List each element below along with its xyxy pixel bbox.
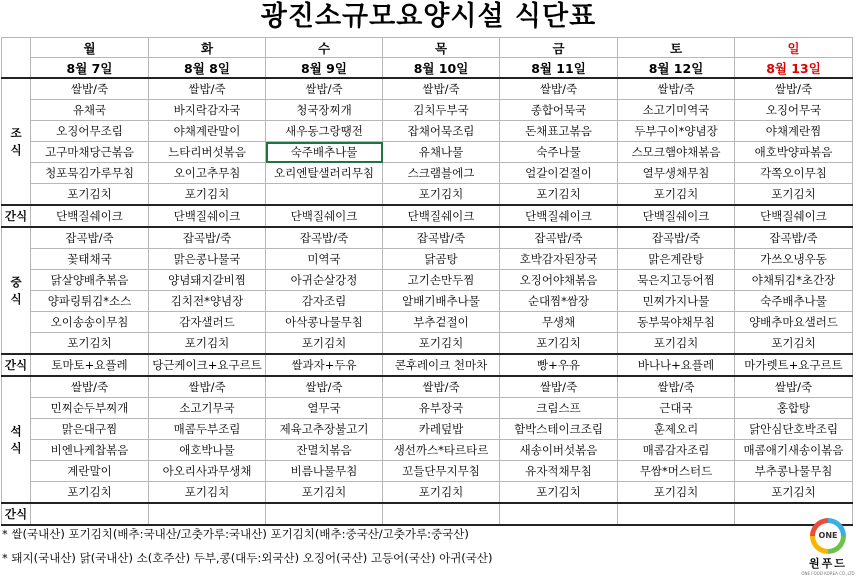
breakfast-item[interactable]: 소고기미역국	[618, 100, 735, 121]
lunch-item[interactable]: 맑은콩나물국	[149, 249, 266, 270]
dinner-item[interactable]: 쌀밥/죽	[149, 376, 266, 398]
lunch-item[interactable]: 양배추마요샐러드	[735, 312, 853, 333]
dinner-item[interactable]: 포기김치	[149, 482, 266, 504]
breakfast-item[interactable]: 돈채표고볶음	[500, 121, 618, 142]
dinner-item[interactable]: 포기김치	[618, 482, 735, 504]
breakfast-item[interactable]: 두부구이*양념장	[618, 121, 735, 142]
dinner-item[interactable]: 제육고추장불고기	[266, 419, 383, 440]
date-header: 8월 11일	[500, 58, 618, 79]
dinner-item[interactable]: 생선까스*타르타르	[383, 440, 500, 461]
dinner-item[interactable]: 새송이버섯볶음	[500, 440, 618, 461]
lunch-item[interactable]: 고기손만두찜	[383, 270, 500, 291]
breakfast-label: 조 식	[2, 78, 31, 205]
afternoon-snack-item[interactable]: 빵+우유	[500, 354, 618, 376]
breakfast-item[interactable]: 포기김치	[618, 184, 735, 206]
lunch-item[interactable]: 잡곡밥/죽	[735, 227, 853, 249]
origin-notes	[2, 522, 493, 570]
date-header: 8월 13일	[735, 58, 853, 79]
lunch-item[interactable]: 양파링튀김*소스	[31, 291, 149, 312]
afternoon-snack-item[interactable]: 쌀과자+두유	[266, 354, 383, 376]
afternoon-snack-label: 간식	[2, 354, 31, 376]
lunch-item[interactable]: 닭곰탕	[383, 249, 500, 270]
dinner-item[interactable]: 열무국	[266, 398, 383, 419]
dinner-item[interactable]: 쌀밥/죽	[31, 376, 149, 398]
breakfast-item[interactable]: 각쪽오이무침	[735, 163, 853, 184]
breakfast-item[interactable]: 스모크햄야채볶음	[618, 142, 735, 163]
breakfast-item[interactable]: 고구마채당근볶음	[31, 142, 149, 163]
menu-table	[1, 37, 853, 526]
date-header: 8월 8일	[149, 58, 266, 79]
lunch-item[interactable]: 양념돼지갈비찜	[149, 270, 266, 291]
dinner-item[interactable]: 무쌈*머스터드	[618, 461, 735, 482]
origin-note-2: * 돼지(국내산) 닭(국내산) 소(호주산) 두부,콩(대두:외국산) 오징어(국산) 고등어(국산) 아귀(국산)	[2, 551, 493, 565]
breakfast-item[interactable]: 쌀밥/죽	[31, 78, 149, 100]
breakfast-item[interactable]: 오이고추무침	[149, 163, 266, 184]
day-header: 화	[149, 38, 266, 58]
lunch-item[interactable]: 알배기배추나물	[383, 291, 500, 312]
afternoon-snack-item[interactable]: 당근케이크+요구르트	[149, 354, 266, 376]
evening-snack-label: 간식	[2, 503, 31, 525]
dinner-item[interactable]: 포기김치	[500, 482, 618, 504]
breakfast-item[interactable]: 유채국	[31, 100, 149, 121]
breakfast-item[interactable]: 포기김치	[383, 184, 500, 206]
breakfast-item[interactable]: 포기김치	[735, 184, 853, 206]
lunch-item[interactable]: 동부묵야채무침	[618, 312, 735, 333]
breakfast-item[interactable]	[266, 184, 383, 206]
company-logo: ONE 원푸드 ONE FOOD KOREA CO.,LTD	[800, 518, 856, 574]
breakfast-item[interactable]: 얼갈이겉절이	[500, 163, 618, 184]
dinner-item[interactable]: 닭안심단호박조림	[735, 419, 853, 440]
lunch-item[interactable]: 잡곡밥/죽	[149, 227, 266, 249]
dinner-label: 석 식	[2, 376, 31, 503]
morning-snack-item[interactable]: 단백질쉐이크	[31, 205, 149, 227]
breakfast-item[interactable]: 느타리버섯볶음	[149, 142, 266, 163]
dinner-item[interactable]: 애호박나물	[149, 440, 266, 461]
lunch-item[interactable]: 닭살양배추볶음	[31, 270, 149, 291]
dinner-item[interactable]: 매콤두부조림	[149, 419, 266, 440]
breakfast-item[interactable]: 쌀밥/죽	[500, 78, 618, 100]
lunch-item[interactable]: 순대찜*쌈장	[500, 291, 618, 312]
lunch-item[interactable]: 부추겉절이	[383, 312, 500, 333]
breakfast-item[interactable]: 청포묵김가루무침	[31, 163, 149, 184]
lunch-item[interactable]: 가쓰오냉우동	[735, 249, 853, 270]
dinner-item[interactable]: 훈제오리	[618, 419, 735, 440]
origin-note-1: * 쌀(국내산) 포기김치(배추:국내산/고춧가루:국내산) 포기김치(배추:중국산/고춧가루:중국산)	[2, 527, 469, 541]
breakfast-item[interactable]: 잡채어묵조림	[383, 121, 500, 142]
date-header: 8월 12일	[618, 58, 735, 79]
lunch-item[interactable]: 오징어야채볶음	[500, 270, 618, 291]
dinner-item[interactable]: 포기김치	[383, 482, 500, 504]
day-header: 일	[735, 38, 853, 58]
dinner-item[interactable]: 포기김치	[31, 482, 149, 504]
morning-snack-item[interactable]: 단백질쉐이크	[149, 205, 266, 227]
page-title: 광진소규모요양시설 식단표	[260, 1, 597, 32]
breakfast-item[interactable]: 포기김치	[149, 184, 266, 206]
breakfast-item[interactable]: 오징어무국	[735, 100, 853, 121]
morning-snack-item[interactable]: 단백질쉐이크	[618, 205, 735, 227]
dinner-item[interactable]: 쌀밥/죽	[735, 376, 853, 398]
dinner-item[interactable]: 매콤감자조림	[618, 440, 735, 461]
lunch-item[interactable]: 포기김치	[149, 333, 266, 355]
afternoon-snack-item[interactable]: 토마토+요플레	[31, 354, 149, 376]
breakfast-item[interactable]: 청국장찌개	[266, 100, 383, 121]
breakfast-item[interactable]: 숙주나물	[500, 142, 618, 163]
lunch-item[interactable]: 야채튀김*초간장	[735, 270, 853, 291]
breakfast-item[interactable]: 야채계란찜	[735, 121, 853, 142]
dinner-item[interactable]: 소고기무국	[149, 398, 266, 419]
breakfast-item[interactable]: 오징어무조림	[31, 121, 149, 142]
breakfast-item[interactable]: 포기김치	[31, 184, 149, 206]
dinner-item[interactable]: 비름나물무침	[266, 461, 383, 482]
afternoon-snack-item[interactable]: 바나나+요플레	[618, 354, 735, 376]
day-header: 토	[618, 38, 735, 58]
day-header: 수	[266, 38, 383, 58]
morning-snack-item[interactable]: 단백질쉐이크	[266, 205, 383, 227]
dinner-item[interactable]: 잔멸치볶음	[266, 440, 383, 461]
morning-snack-item[interactable]: 단백질쉐이크	[383, 205, 500, 227]
date-header: 8월 10일	[383, 58, 500, 79]
morning-snack-label: 간식	[2, 205, 31, 227]
breakfast-item[interactable]: 쌀밥/죽	[383, 78, 500, 100]
afternoon-snack-item[interactable]: 콘후레이크 천마차	[383, 354, 500, 376]
lunch-item[interactable]: 잡곡밥/죽	[500, 227, 618, 249]
dinner-item[interactable]: 계란말이	[31, 461, 149, 482]
lunch-item[interactable]: 맑은계란탕	[618, 249, 735, 270]
breakfast-item[interactable]: 쌀밥/죽	[266, 78, 383, 100]
evening-snack-item[interactable]	[500, 503, 618, 525]
dinner-item[interactable]: 쌀밥/죽	[618, 376, 735, 398]
date-header: 8월 7일	[31, 58, 149, 79]
dinner-item[interactable]: 민찌순두부찌개	[31, 398, 149, 419]
lunch-label: 중 식	[2, 227, 31, 354]
breakfast-item[interactable]: 쌀밥/죽	[149, 78, 266, 100]
lunch-item[interactable]: 포기김치	[618, 333, 735, 355]
day-header: 금	[500, 38, 618, 58]
dinner-item[interactable]: 비엔나케찹볶음	[31, 440, 149, 461]
dinner-item[interactable]: 포기김치	[266, 482, 383, 504]
lunch-item[interactable]: 잡곡밥/죽	[266, 227, 383, 249]
dinner-item[interactable]: 쌀밥/죽	[383, 376, 500, 398]
dinner-item[interactable]: 함박스테이크조림	[500, 419, 618, 440]
lunch-item[interactable]: 포기김치	[383, 333, 500, 355]
dinner-item[interactable]: 쌀밥/죽	[266, 376, 383, 398]
dinner-item[interactable]: 카레덮밥	[383, 419, 500, 440]
breakfast-item[interactable]: 애호박양파볶음	[735, 142, 853, 163]
logo-ring-icon: ONE	[810, 518, 846, 554]
lunch-item[interactable]: 아삭콩나물무침	[266, 312, 383, 333]
lunch-item[interactable]: 무생채	[500, 312, 618, 333]
afternoon-snack-item[interactable]: 마가렛트+요구르트	[735, 354, 853, 376]
date-header: 8월 9일	[266, 58, 383, 79]
breakfast-item[interactable]: 쌀밥/죽	[618, 78, 735, 100]
lunch-item[interactable]: 묵은지고등어찜	[618, 270, 735, 291]
breakfast-item[interactable]: 쌀밥/죽	[735, 78, 853, 100]
lunch-item[interactable]: 숙주배추나물	[735, 291, 853, 312]
day-header: 목	[383, 38, 500, 58]
breakfast-item[interactable]: 바지락감자국	[149, 100, 266, 121]
morning-snack-item[interactable]: 단백질쉐이크	[735, 205, 853, 227]
lunch-item[interactable]: 김치전*양념장	[149, 291, 266, 312]
lunch-item[interactable]: 호박감자된장국	[500, 249, 618, 270]
lunch-item[interactable]: 잡곡밥/죽	[618, 227, 735, 249]
dinner-item[interactable]: 홍합탕	[735, 398, 853, 419]
breakfast-item[interactable]: 포기김치	[500, 184, 618, 206]
dinner-item[interactable]: 쌀밥/죽	[500, 376, 618, 398]
dinner-item[interactable]: 맑은대구찜	[31, 419, 149, 440]
dinner-item[interactable]: 유자적채무침	[500, 461, 618, 482]
lunch-item[interactable]: 포기김치	[500, 333, 618, 355]
lunch-item[interactable]: 아귀순살강정	[266, 270, 383, 291]
lunch-item[interactable]: 포기김치	[735, 333, 853, 355]
morning-snack-item[interactable]: 단백질쉐이크	[500, 205, 618, 227]
dinner-item[interactable]: 포기김치	[735, 482, 853, 504]
breakfast-item[interactable]: 종합어묵국	[500, 100, 618, 121]
breakfast-item[interactable]: 숙주배추나물	[266, 142, 383, 163]
lunch-item[interactable]: 꽃태채국	[31, 249, 149, 270]
dinner-item[interactable]: 매콤애기새송이볶음	[735, 440, 853, 461]
breakfast-item[interactable]: 오리엔탈샐러리무침	[266, 163, 383, 184]
breakfast-item[interactable]: 유채나물	[383, 142, 500, 163]
lunch-item[interactable]: 포기김치	[31, 333, 149, 355]
dinner-item[interactable]: 꼬들단무지무침	[383, 461, 500, 482]
lunch-item[interactable]: 민찌가지나물	[618, 291, 735, 312]
lunch-item[interactable]: 포기김치	[266, 333, 383, 355]
evening-snack-item[interactable]	[618, 503, 735, 525]
lunch-item[interactable]: 잡곡밥/죽	[383, 227, 500, 249]
dinner-item[interactable]: 크림스프	[500, 398, 618, 419]
dinner-item[interactable]: 부추콩나물무침	[735, 461, 853, 482]
lunch-item[interactable]: 오이송송이무침	[31, 312, 149, 333]
day-header: 월	[31, 38, 149, 58]
lunch-item[interactable]: 잡곡밥/죽	[31, 227, 149, 249]
dinner-item[interactable]: 유부장국	[383, 398, 500, 419]
breakfast-item[interactable]: 스크램블에그	[383, 163, 500, 184]
lunch-item[interactable]: 미역국	[266, 249, 383, 270]
breakfast-item[interactable]: 새우동그랑땡전	[266, 121, 383, 142]
lunch-item[interactable]: 감자샐러드	[149, 312, 266, 333]
corner-cell	[2, 38, 31, 79]
dinner-item[interactable]: 아오리사과무생채	[149, 461, 266, 482]
breakfast-item[interactable]: 야채계란말이	[149, 121, 266, 142]
breakfast-item[interactable]: 김치두부국	[383, 100, 500, 121]
breakfast-item[interactable]: 열무생채무침	[618, 163, 735, 184]
dinner-item[interactable]: 근대국	[618, 398, 735, 419]
lunch-item[interactable]: 감자조림	[266, 291, 383, 312]
